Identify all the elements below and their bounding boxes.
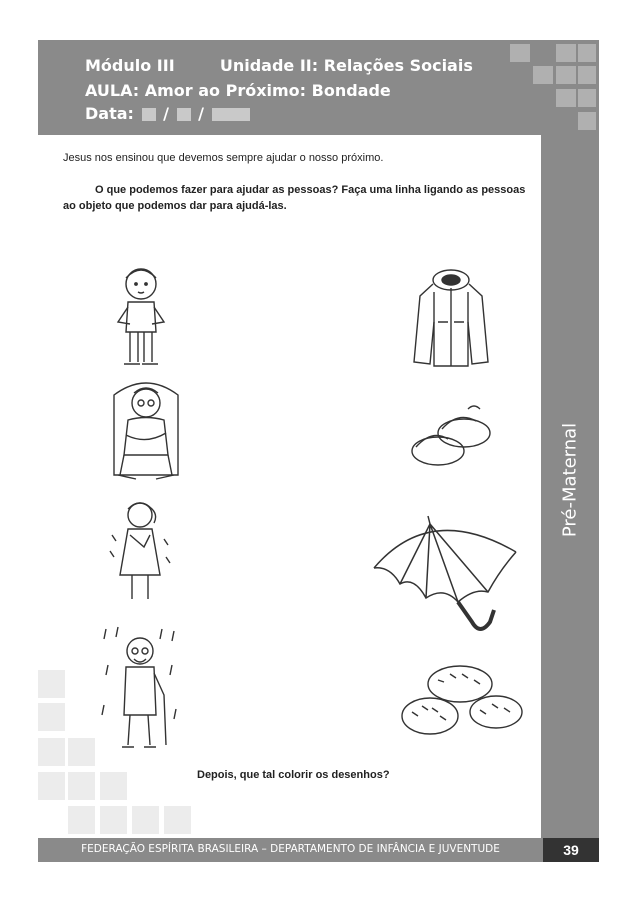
- umbrella-icon[interactable]: [370, 512, 520, 636]
- unit-label: Unidade II: Relações Sociais: [219, 56, 473, 75]
- slippers-icon[interactable]: [408, 403, 498, 471]
- deco-tile: [68, 772, 95, 800]
- footer-bar: [38, 838, 543, 862]
- header-tile: [556, 44, 576, 62]
- date-separator: /: [198, 104, 204, 123]
- header-banner: [38, 40, 599, 135]
- date-label: Data:: [85, 104, 134, 123]
- deco-tile: [100, 806, 127, 834]
- header-tile: [578, 89, 596, 107]
- deco-tile: [164, 806, 191, 834]
- header-tile: [578, 44, 596, 62]
- header-tile: [578, 112, 596, 130]
- jacket-icon[interactable]: [406, 262, 496, 372]
- footer-text: FEDERAÇÃO ESPÍRITA BRASILEIRA – DEPARTAMENTO DE INFÂNCIA E JUVENTUDE: [81, 843, 500, 855]
- deco-tile: [38, 772, 65, 800]
- question-text: O que podemos fazer para ajudar as pessoas? Faça uma linha ligando as pessoas ao objeto que podemos dar para ajudá-las.: [63, 184, 526, 212]
- page-number: 39: [543, 838, 599, 862]
- intro-text: Jesus nos ensinou que devemos sempre ajudar o nosso próximo.: [63, 152, 384, 164]
- old-man-in-rain-icon[interactable]: [100, 625, 180, 753]
- header-tile: [578, 66, 596, 84]
- date-separator: /: [163, 104, 169, 123]
- sidebar-label: Pré-Maternal: [559, 422, 581, 538]
- header-tile: [556, 66, 576, 84]
- date-line: [85, 104, 252, 123]
- date-month-box[interactable]: [177, 108, 191, 121]
- lesson-title: AULA: Amor ao Próximo: Bondade: [85, 81, 391, 100]
- header-tile: [510, 44, 530, 62]
- deco-tile: [100, 772, 127, 800]
- module-label: Módulo III: [85, 56, 175, 75]
- shivering-girl-icon[interactable]: [104, 495, 174, 605]
- grandmother-in-chair-icon[interactable]: [106, 375, 186, 485]
- deco-tile: [68, 806, 95, 834]
- deco-tile: [38, 670, 65, 698]
- bread-icon[interactable]: [400, 660, 526, 740]
- deco-tile: [68, 738, 95, 766]
- date-day-box[interactable]: [142, 108, 156, 121]
- header-tile: [533, 66, 553, 84]
- instruction-text: [63, 182, 533, 214]
- deco-tile: [38, 703, 65, 731]
- header-module-line: [85, 56, 473, 75]
- boy-icon[interactable]: [108, 262, 174, 372]
- deco-tile: [38, 738, 65, 766]
- date-year-box[interactable]: [212, 108, 250, 121]
- deco-tile: [132, 806, 159, 834]
- header-tile: [556, 89, 576, 107]
- closing-text: Depois, que tal colorir os desenhos?: [197, 769, 390, 781]
